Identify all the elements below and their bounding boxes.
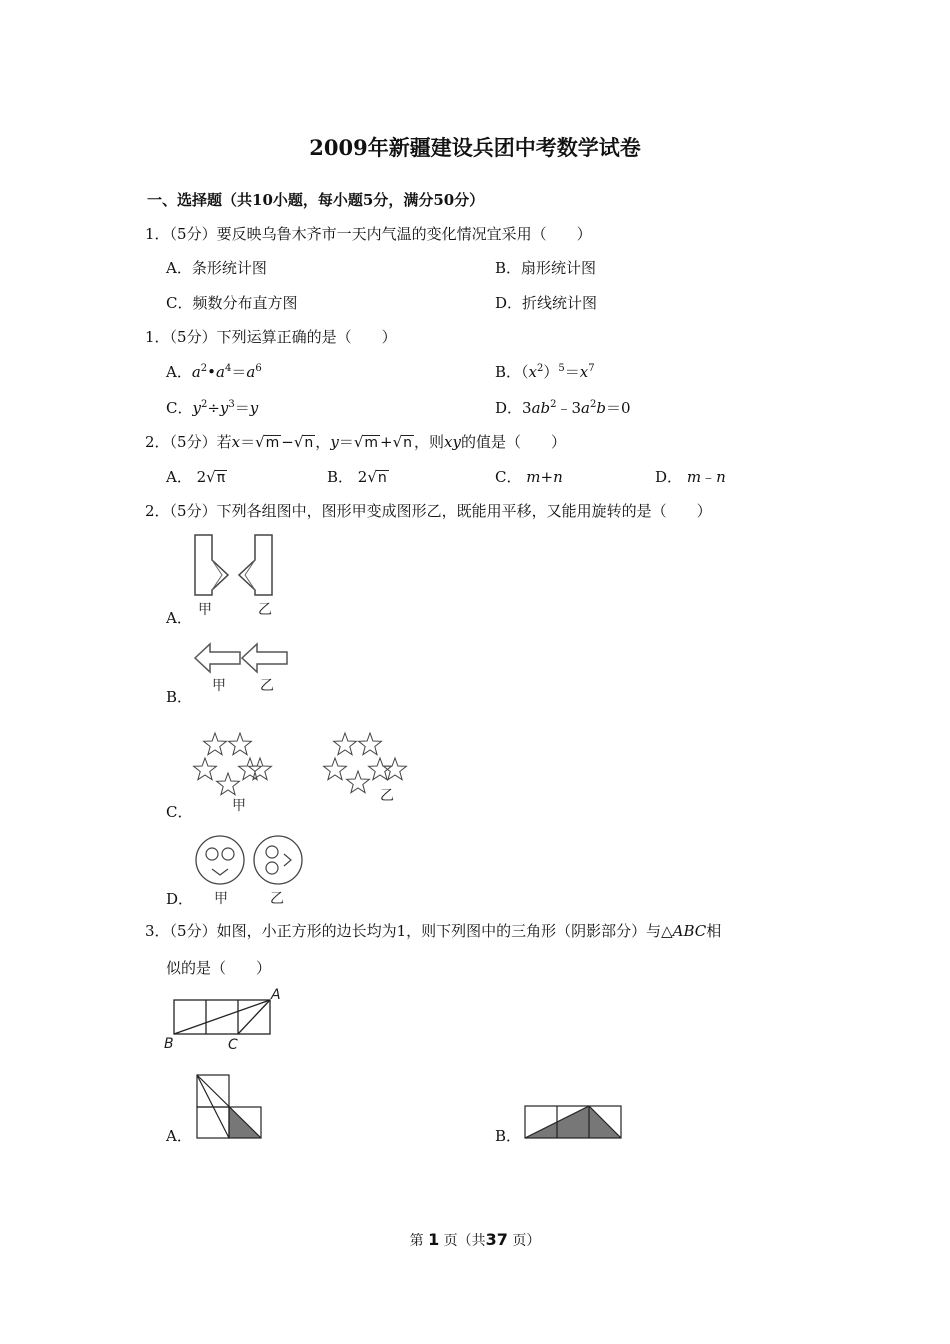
yi-star-0: [334, 733, 357, 755]
jia-star-2: [194, 758, 217, 780]
q1b-option-b: B．$(x^2)^5=x^7$: [495, 363, 595, 381]
jia-star-0: [204, 733, 227, 755]
question-3-stem: 3．（5分）如图，小正方形的边长均为1，则下列图中的三角形（阴影部分）与△ABC相: [145, 922, 722, 940]
q1b-option-a: A．$a^2•a^4=a^6$: [166, 363, 262, 381]
question-2b-stem: 2．（5分）下列各组图中，图形甲变成图形乙，既能用平移，又能用旋转的是（ ）: [145, 502, 712, 520]
q2b-option-b-label: B．: [166, 688, 193, 706]
yi-star-4: [347, 771, 370, 793]
q1-option-c: C．频数分布直方图: [166, 294, 298, 312]
q2b-option-d-label: D．: [166, 890, 194, 908]
question-1b-stem: 1．（5分）下列运算正确的是（ ）: [145, 328, 397, 346]
q3-option-a-figure: [195, 1073, 265, 1143]
jia-label-d: 甲: [214, 891, 228, 907]
page-footer: 第 1 页（共37 页）: [409, 1230, 541, 1249]
page-title: 2009年新疆建设兵团中考数学试卷: [309, 135, 641, 160]
section-heading: 一、选择题（共10小题，每小题5分，满分50分）: [147, 191, 485, 209]
q3-main-figure: [160, 985, 290, 1055]
q2b-option-d-figure: [190, 833, 310, 913]
point-b-label: B: [164, 1036, 174, 1052]
q1b-option-c: C．$y^2\div y^3=y$: [166, 399, 259, 417]
yi-star-2: [324, 758, 347, 780]
jia-star-1: [229, 733, 252, 755]
yi-label-d: 乙: [270, 891, 284, 907]
q1-option-d: D．折线统计图: [495, 294, 598, 312]
q3-option-a-label: A．: [166, 1127, 192, 1145]
yi-label-c: 乙: [380, 788, 394, 804]
point-a-label: A: [271, 987, 281, 1003]
yi-label-b: 乙: [260, 678, 274, 694]
q3-option-b-figure: [523, 1104, 625, 1144]
q2-option-a: A． 2√π: [166, 468, 226, 486]
q2b-option-b-figure: [190, 640, 300, 695]
point-c-label: C: [228, 1037, 238, 1053]
jia-label-a: 甲: [198, 602, 212, 618]
jia-label-c: 甲: [232, 798, 246, 814]
q2-option-d: D． m﹣n: [655, 468, 726, 486]
q1b-option-d: D．$3ab^2﹣3a^2b=0$: [495, 399, 631, 417]
jia-star-4: [217, 773, 240, 795]
yi-star-5: [384, 758, 407, 780]
yi-star-1: [359, 733, 382, 755]
q3-option-b-label: B．: [495, 1127, 522, 1145]
q1-option-b: B．扇形统计图: [495, 259, 597, 277]
q2b-option-c-label: C．: [166, 803, 193, 821]
yi-star-3: [369, 758, 392, 780]
q1-option-a: A．条形统计图: [166, 259, 267, 277]
yi-label-a: 乙: [258, 602, 272, 618]
question-1-stem: 1．（5分）要反映乌鲁木齐市一天内气温的变化情况宜采用（ ）: [145, 225, 592, 243]
question-3-stem-line2: 似的是（ ）: [166, 959, 272, 977]
q2-option-c: C． m+n: [495, 468, 563, 486]
q2b-option-a-figure: [190, 530, 290, 625]
question-2-stem: 2．（5分）若x＝√m −√n ，y＝√m +√n ，则xy的值是（ ）: [145, 433, 566, 451]
jia-label-b: 甲: [212, 678, 226, 694]
q2b-option-a-label: A．: [166, 609, 192, 627]
q2-option-b: B． 2√n: [327, 468, 387, 486]
q2b-option-c-figure: [190, 725, 410, 820]
